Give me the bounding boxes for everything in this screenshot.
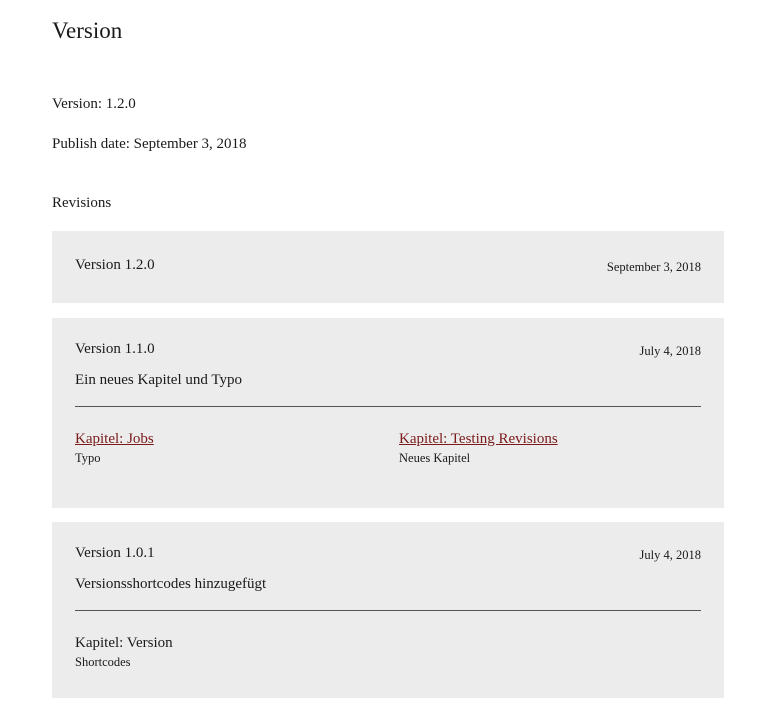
revisions-heading: Revisions [52,195,112,211]
revision-date: July 4, 2018 [639,344,701,358]
page-title: Version [52,18,123,43]
revision-description: Versionsshortcodes hinzugefügt [75,576,267,592]
publish-date: Publish date: September 3, 2018 [52,136,247,152]
revision-date: July 4, 2018 [639,548,701,562]
chapter-link-jobs[interactable]: Kapitel: Jobs [75,431,154,447]
divider [75,610,701,611]
chapter-item [75,633,173,671]
revision-version: Version 1.0.1 [75,545,155,561]
revision-header [75,543,701,563]
revision-card [52,318,724,508]
revision-description: Ein neues Kapitel und Typo [75,372,242,388]
revision-version: Version 1.1.0 [75,341,155,357]
chapter-note: Neues Kapitel [399,451,471,465]
revision-date: September 3, 2018 [606,260,701,274]
revision-header [75,255,701,275]
chapter-item [75,429,154,467]
chapter-title-version: Kapitel: Version [75,635,173,651]
current-version: Version: 1.2.0 [52,96,136,112]
revision-chapters [75,633,701,673]
revision-version: Version 1.2.0 [75,257,155,273]
chapter-link-testing-revisions[interactable]: Kapitel: Testing Revisions [399,431,558,447]
revision-card [52,231,724,303]
chapter-item [399,429,558,467]
revision-chapters [75,429,701,469]
divider [75,406,701,407]
revision-card [52,522,724,698]
chapter-note: Shortcodes [75,655,131,669]
chapter-note: Typo [75,451,101,465]
revision-header [75,339,701,359]
